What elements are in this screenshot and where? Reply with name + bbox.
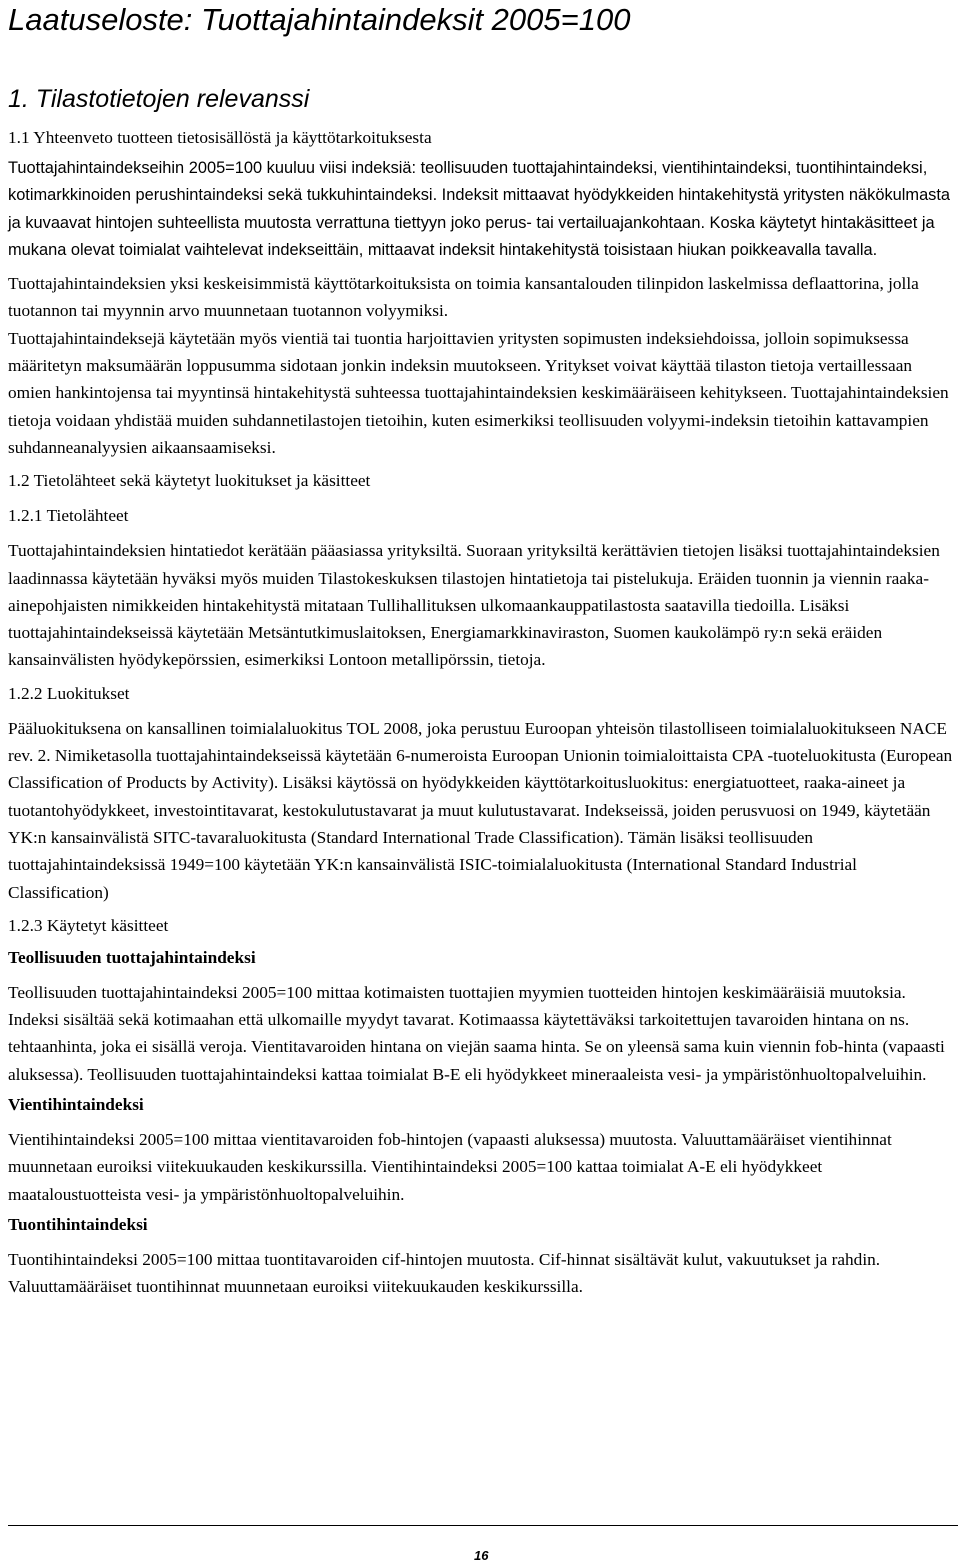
- subheading-export-index: Vientihintaindeksi: [8, 1095, 144, 1115]
- section-heading-1-2-2: 1.2.2 Luokitukset: [8, 683, 130, 703]
- paragraph-export-index: Vientihintaindeksi 2005=100 mittaa vientitavaroiden fob-hintojen (vapaasti aluksessa) muutosta. Valuuttamääräiset vientihinnat muunnetaan euroiksi viitekuukauden keskikurssilla. Vientihintaindeksi 2005=100 kattaa toimialat A-E eli hyödykkeet maataloustuotteista vesi- ja ympäristönhuoltopalveluihin.: [8, 1130, 892, 1204]
- subheading-industrial-index: Teollisuuden tuottajahintaindeksi: [8, 947, 256, 967]
- paragraph-summary: Tuottajahintaindekseihin 2005=100 kuuluu viisi indeksiä: teollisuuden tuottajahintaindeksi, vientihintaindeksi, tuontihintaindeksi, kotimarkkinoiden perushintaindeksi sekä tukkuhintaindeksi. Indeksit mittaavat hyödykkeiden hintakehitystä yritysten näkökulmasta ja kuvaavat hintojen suhteellista muutosta verrattuna tiettyyn joko perus- tai vertailuajankohtaan. Koska käytetyt hintakäsitteet ja mukana olevat toimialat vaihtelevat indekseittäin, mittaavat indeksit hintakehitystä toisistaan hiukan poikkeavalla tavalla.: [8, 159, 951, 259]
- footer-divider: [8, 1525, 958, 1526]
- section-heading-1-1: 1.1 Yhteenveto tuotteen tietosisällöstä ja käyttötarkoituksesta: [8, 128, 432, 147]
- paragraph-import-index: Tuontihintaindeksi 2005=100 mittaa tuontitavaroiden cif-hintojen muutosta. Cif-hinnat sisältävät kulut, vakuutukset ja rahdin. Valuuttamääräiset tuontihinnat muunnetaan euroiksi viitekuukauden keskikurssilla.: [8, 1249, 881, 1297]
- subheading-import-index: Tuontihintaindeksi: [8, 1214, 148, 1234]
- paragraph-sources: Tuottajahintaindeksien hintatiedot kerätään pääasiassa yrityksiltä. Suoraan yrityksiltä kerättävien tietojen lisäksi tuottajahintaindeksien laadinnassa käytetään hyväksi myös muiden Tilastokeskuksen tilastojen hintatietoja tai pistelukuja. Eräiden tuonnin ja viennin raaka-ainepohjaisten nimikkeiden hintakehitystä mitataan Tullihallituksen ulkomaankauppatilastosta saatavilla tiedoilla. Lisäksi tuottajahintaindekseissä käytetään Metsäntutkimuslaitoksen, Energiamarkkinaviraston, Suomen kaukolämpö ry:n sekä eräiden kansainvälisten hyödykepörssien, esimerkiksi Lontoon metallipörssin, tietoja.: [8, 541, 940, 670]
- document-body: [8, 120, 958, 1301]
- paragraph-classifications: Pääluokituksena on kansallinen toimialaluokitus TOL 2008, joka perustuu Euroopan yhteisön tilastolliseen toimialaluokitukseen NACE rev. 2. Nimiketasolla tuottajahintaindekseissä käytetään 6-numeroista Euroopan Unionin toimialoittaista CPA -tuoteluokitusta (European Classification of Products by Activity). Lisäksi käytössä on hyödykkeiden käyttötarkoitusluokitus: energiatuotteet, raaka-aineet ja tuotantohyödykkeet, investointitavarat, kestokulutustavarat ja muut kulutustavarat. Indekseissä, joiden perusvuosi on 1949, käytetään YK:n kansainvälistä SITC-tavaraluokitusta (Standard International Trade Classification). Tämän lisäksi teollisuuden tuottajahintaindeksissä 1949=100 käytetään YK:n kansainvälistä ISIC-toimialaluokitusta (International Standard Industrial Classification): [8, 718, 953, 902]
- section-heading-1-2-3: 1.2.3 Käytetyt käsitteet: [8, 915, 169, 935]
- paragraph-usage: Tuottajahintaindeksejä käytetään myös vientiä tai tuontia harjoittavien yritysten sopimusten indeksiehdoissa, jolloin sopimuksessa määritetyn maksumäärän loppusumma sidotaan jonkin indeksin muutokseen. Yritykset voivat käyttää tilaston tietoja vertaillessaan omien hankintojensa tai myyntinsä hintakehitystä suhteessa tuottajahintaindeksien keskimääräiseen kehitykseen. Tuottajahintaindeksien tietoja voidaan yhdistää muiden suhdannetilastojen tietoihin, kuten esimerkiksi teollisuuden volyymi-indeksin tietoihin kattavampien suhdanneanalyysien aikaansaamiseksi.: [8, 328, 949, 457]
- paragraph-industrial-index: Teollisuuden tuottajahintaindeksi 2005=100 mittaa kotimaisten tuottajien myymien tuotteiden hintojen keskimääräisiä muutoksia. Indeksi sisältää sekä kotimaahan että ulkomaille myydyt tavarat. Kotimaassa käytettäväksi tarkoitettujen tavaroiden hintana on ns. tehtaanhinta, joka ei sisällä veroja. Vientitavaroiden hintana on viejän saama hinta. Se on yleensä sama kuin viennin fob-hinta (vapaasti aluksessa). Teollisuuden tuottajahintaindeksi kattaa toimialat B-E eli hyödykkeet mineraaleista vesi- ja ympäristönhuoltopalveluihin.: [8, 982, 945, 1084]
- section-heading-1-2: 1.2 Tietolähteet sekä käytetyt luokitukset ja käsitteet: [8, 471, 371, 491]
- section-heading-1-2-1: 1.2.1 Tietolähteet: [8, 506, 129, 526]
- paragraph-deflator: Tuottajahintaindeksien yksi keskeisimmistä käyttötarkoituksista on toimia kansantalouden tilinpidon laskelmissa deflaattorina, jolla tuotannon tai myynnin arvo muunnetaan tuotannon volyymiksi.: [8, 274, 919, 321]
- document-title: Laatuseloste: Tuottajahintaindeksit 2005=100: [8, 2, 631, 37]
- page-number: 16: [474, 1548, 489, 1563]
- section-heading-1: 1. Tilastotietojen relevanssi: [8, 85, 310, 113]
